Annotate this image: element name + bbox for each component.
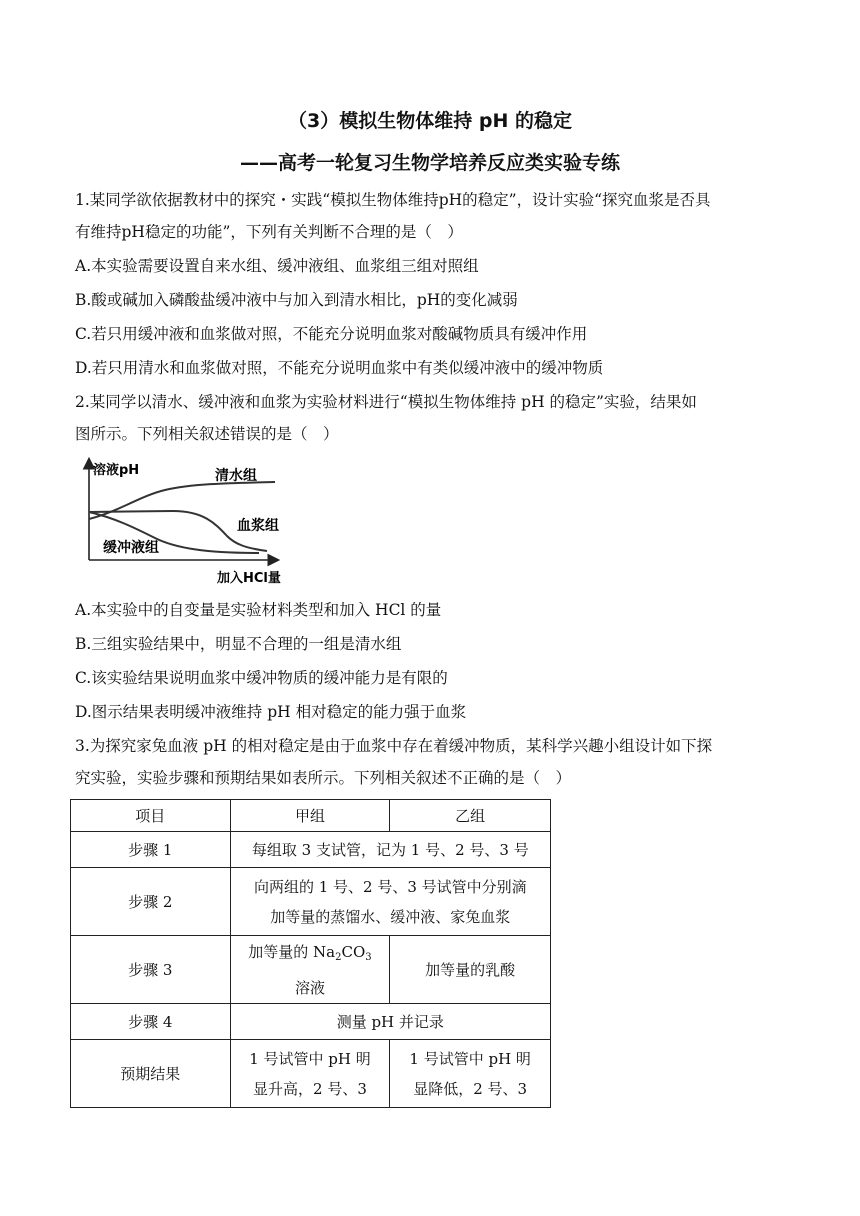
q1-stem-line2: 有维持pH稳定的功能”，下列有关判断不合理的是（ ） (75, 223, 463, 241)
table-row-step3 (71, 936, 551, 1004)
q1-option-c: C.若只用缓冲液和血浆做对照，不能充分说明血浆对酸碱物质具有缓冲作用 (75, 325, 588, 343)
series-qingshui-line (89, 482, 275, 519)
step2-line2: 加等量的蒸馏水、缓冲液、家兔血浆 (270, 907, 511, 926)
doc-subtitle: ——高考一轮复习生物学培养反应类实验专练 (239, 152, 620, 174)
q2-option-a: A.本实验中的自变量是实验材料类型和加入 HCl 的量 (75, 601, 442, 619)
result-jia-line2: 显升高，2 号、3 (253, 1079, 367, 1098)
step4-label: 步骤 4 (71, 1004, 231, 1040)
table-row-step4 (71, 1004, 551, 1040)
result-yi-line2: 显降低，2 号、3 (413, 1079, 528, 1098)
table-header-row (71, 800, 551, 832)
step3-jia-line2: 溶液 (294, 978, 325, 997)
q1-stem-line1: 1.某同学欲依据教材中的探究・实践“模拟生物体维持pH的稳定”，设计实验“探究血浆是否具 (75, 191, 711, 209)
result-jia (230, 1040, 390, 1108)
step2-line1: 向两组的 1 号、2 号、3 号试管中分别滴 (253, 877, 527, 896)
header-jia: 甲组 (230, 800, 390, 832)
result-jia-line1: 1 号试管中 pH 明 (249, 1049, 371, 1068)
step1-label: 步骤 1 (71, 832, 231, 868)
series-huanchong-label: 缓冲液组 (103, 540, 159, 556)
table-row-step2 (71, 868, 551, 936)
q2-stem-line2: 图所示。下列相关叙述错误的是（ ） (75, 425, 339, 443)
step3-jia-line1: 加等量的 $Na_2CO_3$ (248, 942, 372, 963)
q1-option-d: D.若只用清水和血浆做对照，不能充分说明血浆中有类似缓冲液中的缓冲物质 (75, 359, 604, 377)
result-label: 预期结果 (71, 1040, 231, 1108)
q3-stem-line2: 究实验，实验步骤和预期结果如表所示。下列相关叙述不正确的是（ ） (75, 769, 572, 787)
series-xuejiang-label: 血浆组 (237, 518, 279, 534)
step1-text: 每组取 3 支试管，记为 1 号、2 号、3 号 (230, 832, 550, 868)
doc-title: （3）模拟生物体维持 pH 的稳定 (288, 110, 572, 132)
q1-option-b: B.酸或碱加入磷酸盐缓冲液中与加入到清水相比，pH的变化减弱 (75, 291, 518, 309)
q2-stem-line1: 2.某同学以清水、缓冲液和血浆为实验材料进行“模拟生物体维持 pH 的稳定”实验，结果如 (75, 393, 697, 411)
result-yi (390, 1040, 551, 1108)
q3-stem-line1: 3.为探究家兔血液 pH 的相对稳定是由于血浆中存在着缓冲物质，某科学兴趣小组设计如下探 (75, 737, 713, 755)
q1-option-a: A.本实验需要设置自来水组、缓冲液组、血浆组三组对照组 (75, 257, 479, 275)
header-yi: 乙组 (390, 800, 551, 832)
table-row-step1 (71, 832, 551, 868)
result-yi-line1: 1 号试管中 pH 明 (409, 1049, 531, 1068)
y-axis-label: 溶液pH (93, 463, 140, 478)
q2-option-c: C.该实验结果说明血浆中缓冲物质的缓冲能力是有限的 (75, 669, 448, 687)
step2-label: 步骤 2 (71, 868, 231, 936)
series-qingshui-label: 清水组 (215, 468, 257, 484)
ph-line-chart (75, 456, 315, 590)
experiment-table (70, 799, 551, 1108)
step3-yi: 加等量的乳酸 (390, 936, 551, 1004)
q2-option-d: D.图示结果表明缓冲液维持 pH 相对稳定的能力强于血浆 (75, 703, 467, 721)
header-item: 项目 (71, 800, 231, 832)
step4-text: 测量 pH 并记录 (230, 1004, 550, 1040)
step3-label: 步骤 3 (71, 936, 231, 1004)
q2-option-b: B.三组实验结果中，明显不合理的一组是清水组 (75, 635, 402, 653)
step3-jia (230, 936, 390, 1004)
table-row-result (71, 1040, 551, 1108)
x-axis-label: 加入HCl量 (217, 571, 281, 586)
step2-text (230, 868, 550, 936)
